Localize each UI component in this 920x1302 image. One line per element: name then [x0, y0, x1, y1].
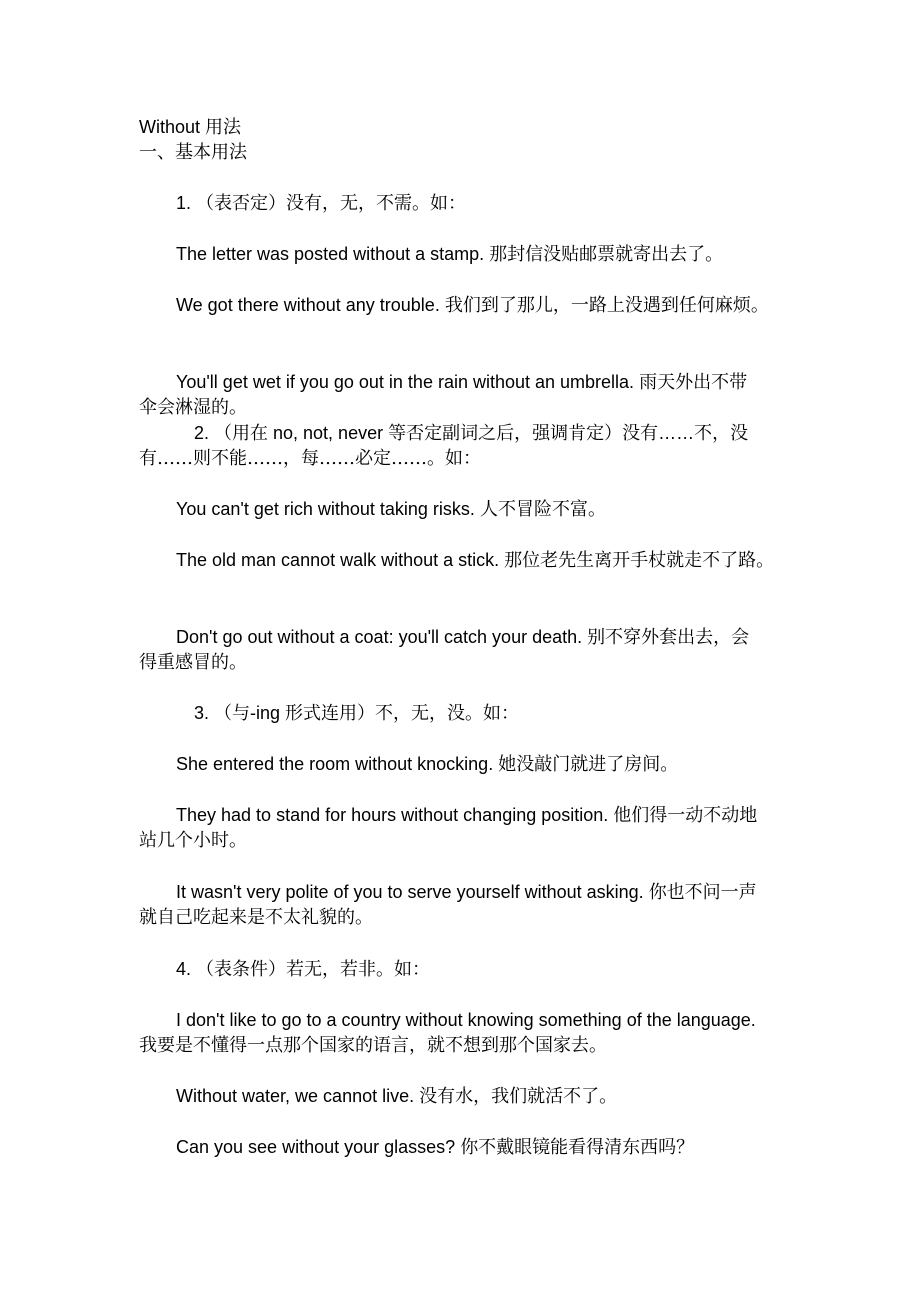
example-zh: 人不冒险不富。: [479, 499, 606, 520]
example-line: [176, 241, 723, 268]
example-zh: 那封信没贴邮票就寄出去了。: [489, 244, 724, 265]
example-en: I don't like to go to a country without knowing something of the language.: [176, 1010, 756, 1030]
example-zh: 雨天外出不带: [639, 372, 748, 393]
example-line: [176, 1007, 756, 1033]
example-en: We got there without any trouble.: [176, 295, 440, 315]
example-line: [176, 624, 749, 651]
example-zh: 没有水，我们就活不了。: [419, 1086, 618, 1107]
example-en: Without water, we cannot live.: [176, 1086, 415, 1106]
item-4-heading: 4. （表条件）若无，若非。如：: [176, 959, 431, 979]
example-en: The letter was posted without a stamp.: [176, 244, 485, 264]
example-en: It wasn't very polite of you to serve yourself without asking.: [176, 882, 644, 902]
example-zh: 他们得一动不动地: [613, 805, 758, 826]
section-heading: 一、基本用法: [139, 142, 247, 163]
example-zh: 你不戴眼镜能看得清东西吗？: [460, 1137, 695, 1158]
example-line: [176, 879, 757, 906]
example-line: [176, 1134, 694, 1161]
example-en: They had to stand for hours without changing position.: [176, 805, 609, 825]
example-line: [176, 496, 606, 523]
example-zh-continued: 站几个小时。: [139, 830, 247, 851]
example-line: [176, 547, 774, 574]
example-line: [176, 1083, 617, 1110]
example-zh: 我们到了那儿，一路上没遇到任何麻烦。: [444, 295, 769, 316]
example-zh: 她没敲门就进了房间。: [498, 754, 679, 775]
example-en: The old man cannot walk without a stick.: [176, 550, 500, 570]
example-en: Don't go out without a coat: you'll catch your death.: [176, 627, 583, 647]
example-en: You'll get wet if you go out in the rain without an umbrella.: [176, 372, 635, 392]
item-3-heading: 3. （与-ing 形式连用）不，无，没。如：: [194, 703, 520, 723]
item-2-heading: 2. （用在 no, not, never 等否定副词之后，强调肯定）没有……不，没: [194, 423, 749, 443]
example-zh-continued: 就自己吃起来是不太礼貌的。: [139, 907, 373, 928]
example-en: You can't get rich without taking risks.: [176, 499, 475, 519]
example-en: Can you see without your glasses?: [176, 1137, 456, 1157]
item-2-heading-continued: 有……则不能……，每……必定……。如：: [139, 448, 481, 469]
example-line: [176, 369, 747, 396]
example-line: [176, 292, 769, 319]
item-1-heading: 1. （表否定）没有，无，不需。如：: [176, 193, 467, 213]
example-zh: 我要是不懂得一点那个国家的语言，就不想到那个国家去。: [139, 1035, 607, 1056]
example-zh-continued: 得重感冒的。: [139, 652, 247, 673]
example-zh: 别不穿外套出去，会: [587, 627, 750, 648]
example-zh: 你也不问一声: [648, 882, 757, 903]
example-zh-continued: 伞会淋湿的。: [139, 397, 247, 418]
example-line: [176, 751, 678, 778]
example-en: She entered the room without knocking.: [176, 754, 494, 774]
doc-title: Without 用法: [139, 117, 242, 137]
example-line: [176, 802, 757, 829]
example-zh: 那位老先生离开手杖就走不了路。: [504, 550, 775, 571]
